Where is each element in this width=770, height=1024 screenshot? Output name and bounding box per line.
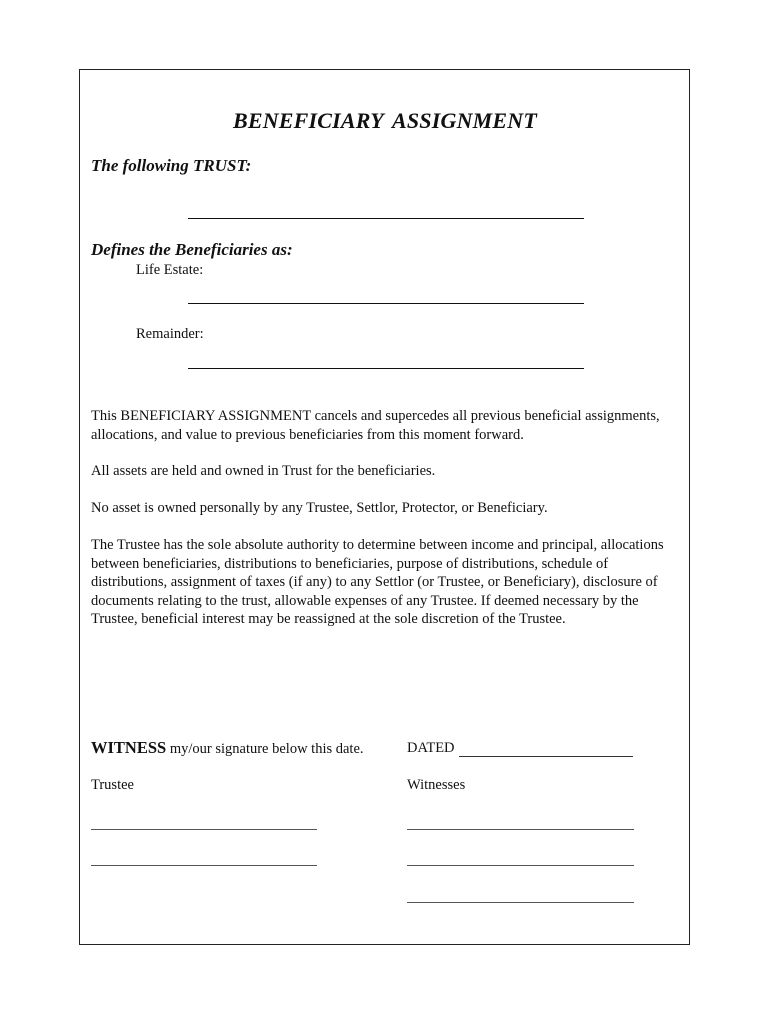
trustee-signature-line-1[interactable] [91, 829, 317, 830]
witness-signature-line-1[interactable] [407, 829, 634, 830]
witness-signature-line-3[interactable] [407, 902, 634, 903]
beneficiaries-heading: Defines the Beneficiaries as: [91, 240, 293, 259]
trust-heading: The following TRUST: [91, 156, 252, 175]
remainder-line[interactable] [188, 368, 584, 369]
paragraph-cancellation: This BENEFICIARY ASSIGNMENT cancels and supercedes all previous beneficial assignments, allocations, and value to previous beneficiaries from this moment forward. [91, 408, 660, 443]
paragraph-trustee-authority: The Trustee has the sole absolute authority to determine between income and principal, allocations between beneficiaries, distributions to beneficiaries, purpose of distributions, schedule of distributions, assignment of taxes (if any) to any Settlor (or Trustee, or Beneficiary), disclosure of documents relating to the trust, allowable expenses of any Trustee. If deemed necessary by the Trustee, beneficial interest may be reassigned at the sole discretion of the Trustee. [91, 537, 664, 628]
document-title: BENEFICIARY ASSIGNMENT [232, 108, 538, 133]
witness-signature-line-2[interactable] [407, 865, 634, 866]
witness-statement [91, 738, 364, 758]
life-estate-label: Life Estate: [136, 262, 204, 278]
witness-bold-text: WITNESS [91, 738, 167, 757]
trustee-label: Trustee [91, 777, 134, 793]
witness-rest-text: my/our signature below this date. [166, 741, 364, 757]
life-estate-line[interactable] [188, 303, 584, 304]
paragraph-no-personal-ownership: No asset is owned personally by any Trustee, Settlor, Protector, or Beneficiary. [91, 500, 548, 516]
remainder-label: Remainder: [136, 326, 204, 342]
paragraph-assets-held: All assets are held and owned in Trust for the beneficiaries. [91, 463, 436, 479]
dated-label: DATED [407, 740, 455, 756]
witnesses-label: Witnesses [407, 777, 466, 793]
trustee-signature-line-2[interactable] [91, 865, 317, 866]
trust-name-line[interactable] [188, 218, 584, 219]
dated-line[interactable] [459, 756, 633, 757]
